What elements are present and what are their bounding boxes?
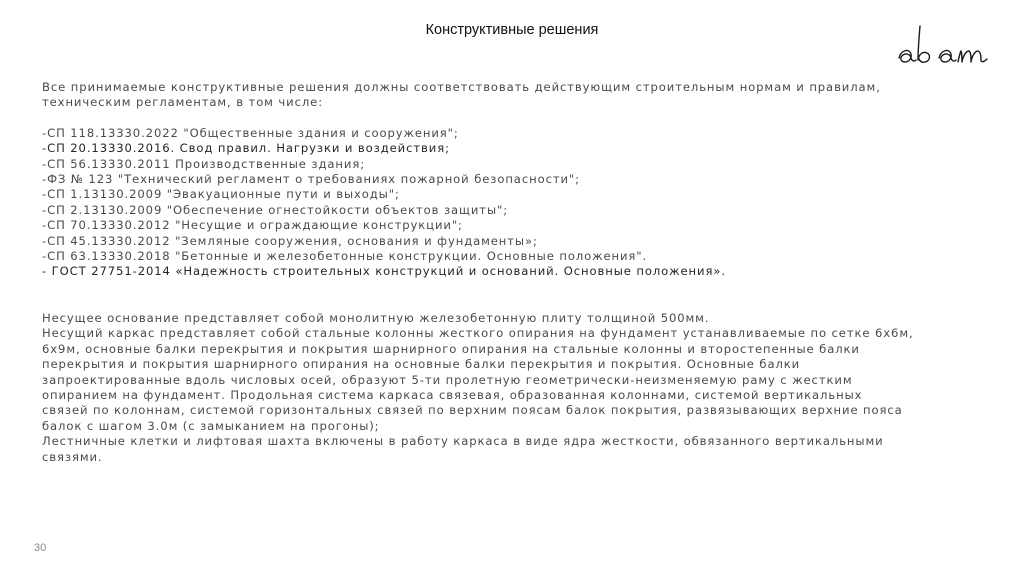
intro-line: Все принимаемые конструктивные решения должны соответствовать действующим строительным нормам и правилам, [42,80,881,94]
description-line: перекрытия и покрытия шарнирного опирания на основные балки перекрытия и покрытия. Основные балки [42,357,801,372]
standards-item: -СП 1.13130.2009 "Эвакуационные пути и выходы"; [42,187,400,202]
description-line: опиранием на фундамент. Продольная система каркаса связевая, образованная колоннами, системой вертикальных [42,387,863,402]
page-number: 30 [34,542,47,554]
standards-item: -СП 56.13330.2011 Производственные здания; [42,156,365,171]
slide-content [42,80,992,465]
description-line: связей по колоннам, системой горизонтальных связей по верхним поясам балок покрытия, развязывающих верхние пояса [42,403,903,418]
slide-title: Конструктивные решения [425,22,599,38]
abam-logo [895,18,1005,74]
standards-item: - ГОСТ 27751-2014 «Надежность строительных конструкций и оснований. Основные положения». [42,264,726,279]
description-line: связями. [42,449,103,464]
structural-description [42,311,992,465]
standards-item: -ФЗ № 123 "Технический регламент о требованиях пожарной безопасности"; [42,172,580,187]
standards-list [42,126,992,280]
description-line: Несущее основание представляет собой монолитную железобетонную плиту толщиной 500мм. [42,310,710,325]
intro-line: техническим регламентам, в том числе: [42,95,324,110]
standards-item: -СП 70.13330.2012 "Несущие и ограждающие конструкции"; [42,218,463,233]
standards-item: -СП 45.13330.2012 "Земляные сооружения, основания и фундаменты»; [42,233,538,248]
standards-item: -СП 2.13130.2009 "Обеспечение огнестойкости объектов защиты"; [42,202,509,217]
description-line: запроектированные вдоль числовых осей, образуют 5-ти пролетную геометрически-неизменяемую раму с жестким [42,372,853,387]
description-line: балок с шагом 3.0м (с замыканием на прогоны); [42,418,380,433]
description-line: Несущий каркас представляет собой стальные колонны жесткого опирания на фундамент устанавливаемые по сетке 6х6м, [42,326,914,341]
description-line: 6х9м, основные балки перекрытия и покрытия шарнирного опирания на стальные колонны и второстепенные балки [42,341,860,356]
standards-item: -СП 118.13330.2022 "Общественные здания и сооружения"; [42,125,459,140]
description-line: Лестничные клетки и лифтовая шахта включены в работу каркаса в виде ядра жесткости, обвязанного вертикальными [42,434,884,449]
standards-item: -СП 63.13330.2018 "Бетонные и железобетонные конструкции. Основные положения". [42,249,648,264]
intro-paragraph [42,80,992,111]
standards-item: -СП 20.13330.2016. Свод правил. Нагрузки и воздействия; [42,141,450,156]
